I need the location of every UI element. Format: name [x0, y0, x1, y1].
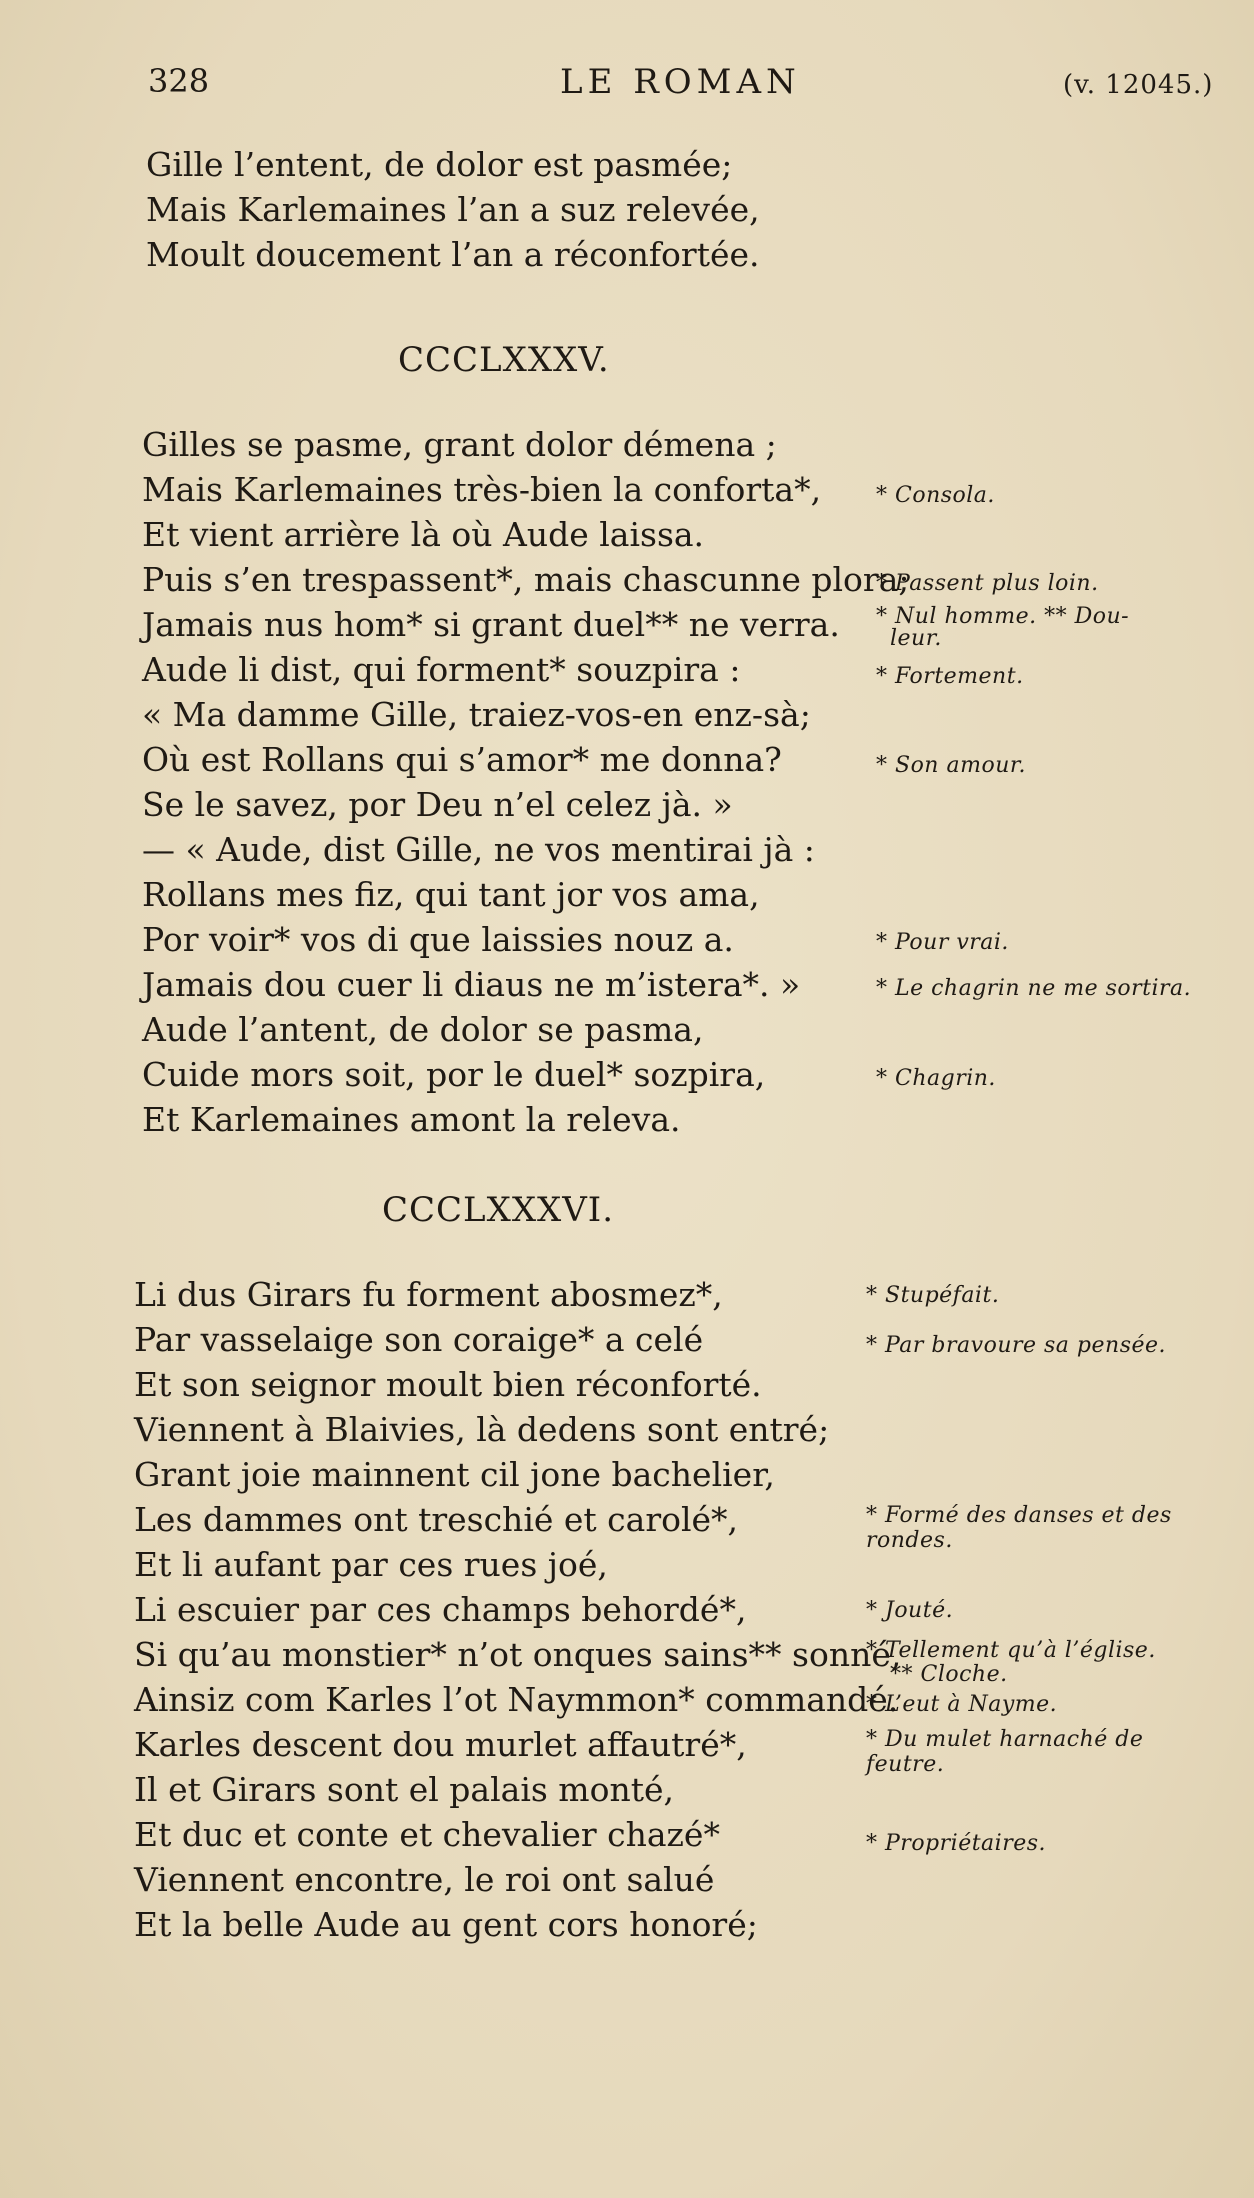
page-header: [0, 62, 1254, 122]
verse-line: Grant joie mainnent cil jone bachelier,: [134, 1455, 775, 1494]
verse-line: Se le savez, por Deu n’el celez jà. »: [142, 785, 733, 824]
margin-gloss: * Par bravoure sa pensée.: [866, 1333, 1167, 1358]
verse-line: Jamais nus hom* si grant duel** ne verra.: [142, 605, 840, 644]
verse-line: Et la belle Aude au gent cors honoré;: [134, 1905, 758, 1944]
verse-line: Aude l’antent, de dolor se pasma,: [142, 1010, 704, 1049]
verse-line: Gilles se pasme, grant dolor démena ;: [142, 425, 777, 464]
margin-gloss: * Son amour.: [876, 753, 1026, 778]
verse-line: Cuide mors soit, por le duel* sozpira,: [142, 1055, 766, 1094]
margin-gloss: * Consola.: [876, 483, 995, 508]
margin-gloss: * Stupéfait.: [866, 1283, 1000, 1308]
verse-line: Gille l’entent, de dolor est pasmée;: [146, 145, 733, 184]
margin-gloss: * Propriétaires.: [866, 1831, 1047, 1856]
verse-line: Karles descent dou murlet affautré*,: [134, 1725, 747, 1764]
verse-line: Par vasselaige son coraige* a celé: [134, 1320, 704, 1359]
verse-line: Si qu’au monstier* n’ot onques sains** sonné,: [134, 1635, 902, 1674]
verse-line: Por voir* vos di que laissies nouz a.: [142, 920, 734, 959]
laisse-heading: CCCLXXXV.: [398, 340, 610, 380]
margin-gloss: * Formé des danses et des: [866, 1503, 1172, 1528]
verse-line: Viennent encontre, le roi ont salué: [134, 1860, 715, 1899]
margin-gloss: * Du mulet harnaché de: [866, 1727, 1144, 1752]
verse-line: Viennent à Blaivies, là dedens sont entré;: [134, 1410, 830, 1449]
margin-gloss: ** Cloche.: [890, 1662, 1008, 1687]
margin-gloss: feutre.: [866, 1752, 945, 1777]
verse-line: — « Aude, dist Gille, ne vos mentirai jà :: [142, 830, 815, 869]
verse-line: Rollans mes fiz, qui tant jor vos ama,: [142, 875, 760, 914]
verse-line: Ainsiz com Karles l’ot Naymmon* commandé.: [134, 1680, 899, 1719]
verse-reference: (v. 12045.): [1063, 70, 1214, 100]
margin-gloss: * L’eut à Nayme.: [866, 1692, 1058, 1717]
verse-line: Et li aufant par ces rues joé,: [134, 1545, 608, 1584]
margin-gloss: * Fortement.: [876, 664, 1024, 689]
margin-gloss: * Jouté.: [866, 1598, 954, 1623]
verse-line: Et Karlemaines amont la releva.: [142, 1100, 681, 1139]
verse-line: Et son seignor moult bien réconforté.: [134, 1365, 762, 1404]
verse-line: Moult doucement l’an a réconfortée.: [146, 235, 760, 274]
verse-line: Et duc et conte et chevalier chazé*: [134, 1815, 720, 1854]
running-title: LE ROMAN: [560, 62, 801, 102]
margin-gloss: * Passent plus loin.: [876, 571, 1099, 596]
margin-gloss: * Pour vrai.: [876, 930, 1009, 955]
margin-gloss: * Le chagrin ne me sortira.: [876, 976, 1192, 1001]
verse-line: Jamais dou cuer li diaus ne m’istera*. »: [142, 965, 801, 1004]
verse-line: Les dammes ont treschié et carolé*,: [134, 1500, 739, 1539]
margin-gloss: rondes.: [866, 1528, 953, 1553]
verse-line: Où est Rollans qui s’amor* me donna?: [142, 740, 782, 779]
verse-line: Et vient arrière là où Aude laissa.: [142, 515, 705, 554]
verse-line: Il et Girars sont el palais monté,: [134, 1770, 675, 1809]
margin-gloss: * Nul homme. ** Dou-: [876, 604, 1130, 629]
verse-line: Aude li dist, qui forment* souzpira :: [142, 650, 741, 689]
laisse-heading: CCCLXXXVI.: [382, 1190, 615, 1230]
verse-line: « Ma damme Gille, traiez-vos-en enz-sà;: [142, 695, 811, 734]
verse-line: Mais Karlemaines l’an a suz relevée,: [146, 190, 760, 229]
verse-line: Mais Karlemaines très-bien la conforta*,: [142, 470, 822, 509]
verse-line: Puis s’en trespassent*, mais chascunne plora;: [142, 560, 910, 599]
verse-line: Li escuier par ces champs behordé*,: [134, 1590, 747, 1629]
verse-line: Li dus Girars fu forment abosmez*,: [134, 1275, 723, 1314]
page-number: 328: [148, 62, 210, 100]
margin-gloss: * Chagrin.: [876, 1066, 996, 1091]
margin-gloss: leur.: [890, 626, 942, 651]
margin-gloss: * Tellement qu’à l’église.: [866, 1638, 1156, 1663]
